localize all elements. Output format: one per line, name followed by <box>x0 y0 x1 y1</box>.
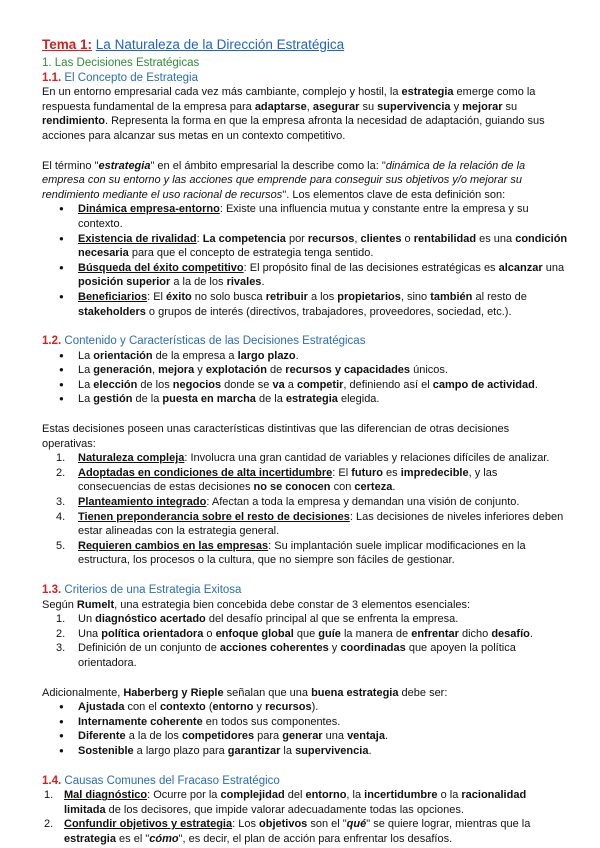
section-number: 1.3. <box>42 584 62 596</box>
bullet-list <box>42 700 570 758</box>
section-title: Contenido y Características de las Decisiones Estratégicas <box>64 335 366 348</box>
paragraph: Según Rumelt, una estrategia bien concebida debe constar de 3 elementos esenciales: <box>42 598 471 611</box>
list-item: ● Existencia de rivalidad: La competencia por recursos, clientes o rentabilidad es una condición necesaria para que el concepto de estrategia tenga sentido. <box>78 232 570 261</box>
list-item: Tienen preponderancia sobre el resto de decisiones: Las decisiones de niveles inferiores deben estar alineadas con la estrategia general. <box>78 510 564 538</box>
paragraph: Adicionalmente, Haberberg y Rieple señalan que una buena estrategia debe ser: <box>42 686 448 699</box>
section-title: Criterios de una Estrategia Exitosa <box>64 584 242 596</box>
list-item: Un diagnóstico acertado del desafío principal al que se enfrenta la empresa. <box>78 613 459 626</box>
list-item: ● Beneficiarios: El éxito no solo busca retribuir a los propietarios, sino también al resto de stakeholders o grupos de interés (directivos, trabajadores, proveedores, sociedad, etc.). <box>78 290 570 319</box>
numbered-list <box>42 612 570 670</box>
paragraph: El término "estrategia" en el ámbito empresarial la describe como la: "dinámica de la relación de la empresa con su entorno y las acciones que emprende para conseguir sus objetivos y/o mejorar su rendimiento mediante el uso racional de recursos". Los elementos clave de esta definición son: <box>42 159 526 201</box>
list-item: Naturaleza compleja: Involucra una gran cantidad de variables y relaciones difíciles de analizar. <box>78 452 550 465</box>
page-title <box>42 36 600 53</box>
list-item: ● Diferente a la de los competidores para generar una ventaja. <box>78 729 570 744</box>
bullet-list <box>42 202 570 319</box>
section-number: 1.2. <box>42 335 62 348</box>
list-item: Mal diagnóstico: Ocurre por la complejidad del entorno, la incertidumbre o la racionalidad limitada de los decisores, que impide valorar adecuadamente todas las opciones. <box>64 789 527 816</box>
section-1-heading: 1. Las Decisiones Estratégicas <box>42 57 200 69</box>
list-item: Una política orientadora o enfoque global que guíe la manera de enfrentar dicho desafío. <box>78 627 533 640</box>
section-title: El Concepto de Estrategia <box>64 71 198 84</box>
section-1-4-heading <box>42 774 600 789</box>
list-item: ● Sostenible a largo plazo para garantizar la supervivencia. <box>78 744 570 759</box>
list-item: ● La orientación de la empresa a largo plazo. <box>78 349 570 364</box>
list-item: ● La gestión de la puesta en marcha de la estrategia elegida. <box>78 392 570 407</box>
paragraph: En un entorno empresarial cada vez más cambiante, complejo y hostil, la estrategia emerge como la respuesta fundamental de la empresa para adaptarse, asegurar su supervivencia y mejorar su rendimiento. Representa la forma en que la empresa afronta la necesidad de adaptación, guiando sus acciones para alcanzar sus metas en un contexto competitivo. <box>42 86 545 142</box>
section-1-3-heading <box>42 583 600 598</box>
list-item: Adoptadas en condiciones de alta incertidumbre: El futuro es impredecible, y las consecuencias de estas decisiones no se conocen con certeza. <box>78 466 498 494</box>
paragraph: Estas decisiones poseen unas características distintivas que las diferencian de otras decisiones operativas: <box>42 423 510 450</box>
list-item: ● La generación, mejora y explotación de recursos y capacidades únicos. <box>78 363 570 378</box>
list-item: Requieren cambios en las empresas: Su implantación suele implicar modificaciones en la estructura, los procesos o la cultura, que no siempre son fáciles de gestionar. <box>78 539 526 567</box>
numbered-list <box>42 788 556 846</box>
section-title: Causas Comunes del Fracaso Estratégico <box>64 774 280 787</box>
list-item: ● Dinámica empresa-entorno: Existe una influencia mutua y constante entre la empresa y su contexto. <box>78 202 570 231</box>
title-text: La Naturaleza de la Dirección Estratégica <box>95 37 345 52</box>
section-1-2-heading <box>42 334 600 349</box>
numbered-list <box>42 451 570 568</box>
section-1-1-heading <box>42 71 600 86</box>
list-item: Definición de un conjunto de acciones coherentes y coordinadas que apoyen la política orientadora. <box>78 642 516 669</box>
list-item: ● Búsqueda del éxito competitivo: El propósito final de las decisiones estratégicas es alcanzar una posición superior a la de los rivales. <box>78 261 570 290</box>
list-item: ● Ajustada con el contexto (entorno y recursos). <box>78 700 570 715</box>
section-number: 1.4. <box>42 774 62 787</box>
title-number: Tema 1: <box>42 37 93 52</box>
list-item: Confundir objetivos y estrategia: Los objetivos son el "qué" se quiere lograr, mientras que la estrategia es el "cómo", es decir, el plan de acción para enfrentar los desafíos. <box>64 818 531 845</box>
bullet-list <box>42 349 570 407</box>
list-item: ● Internamente coherente en todos sus componentes. <box>78 715 570 730</box>
section-number: 1.1. <box>42 71 62 84</box>
list-item: ● La elección de los negocios donde se va a competir, definiendo así el campo de actividad. <box>78 378 570 393</box>
list-item: Planteamiento integrado: Afectan a toda la empresa y demandan una visión de conjunto. <box>78 496 520 509</box>
